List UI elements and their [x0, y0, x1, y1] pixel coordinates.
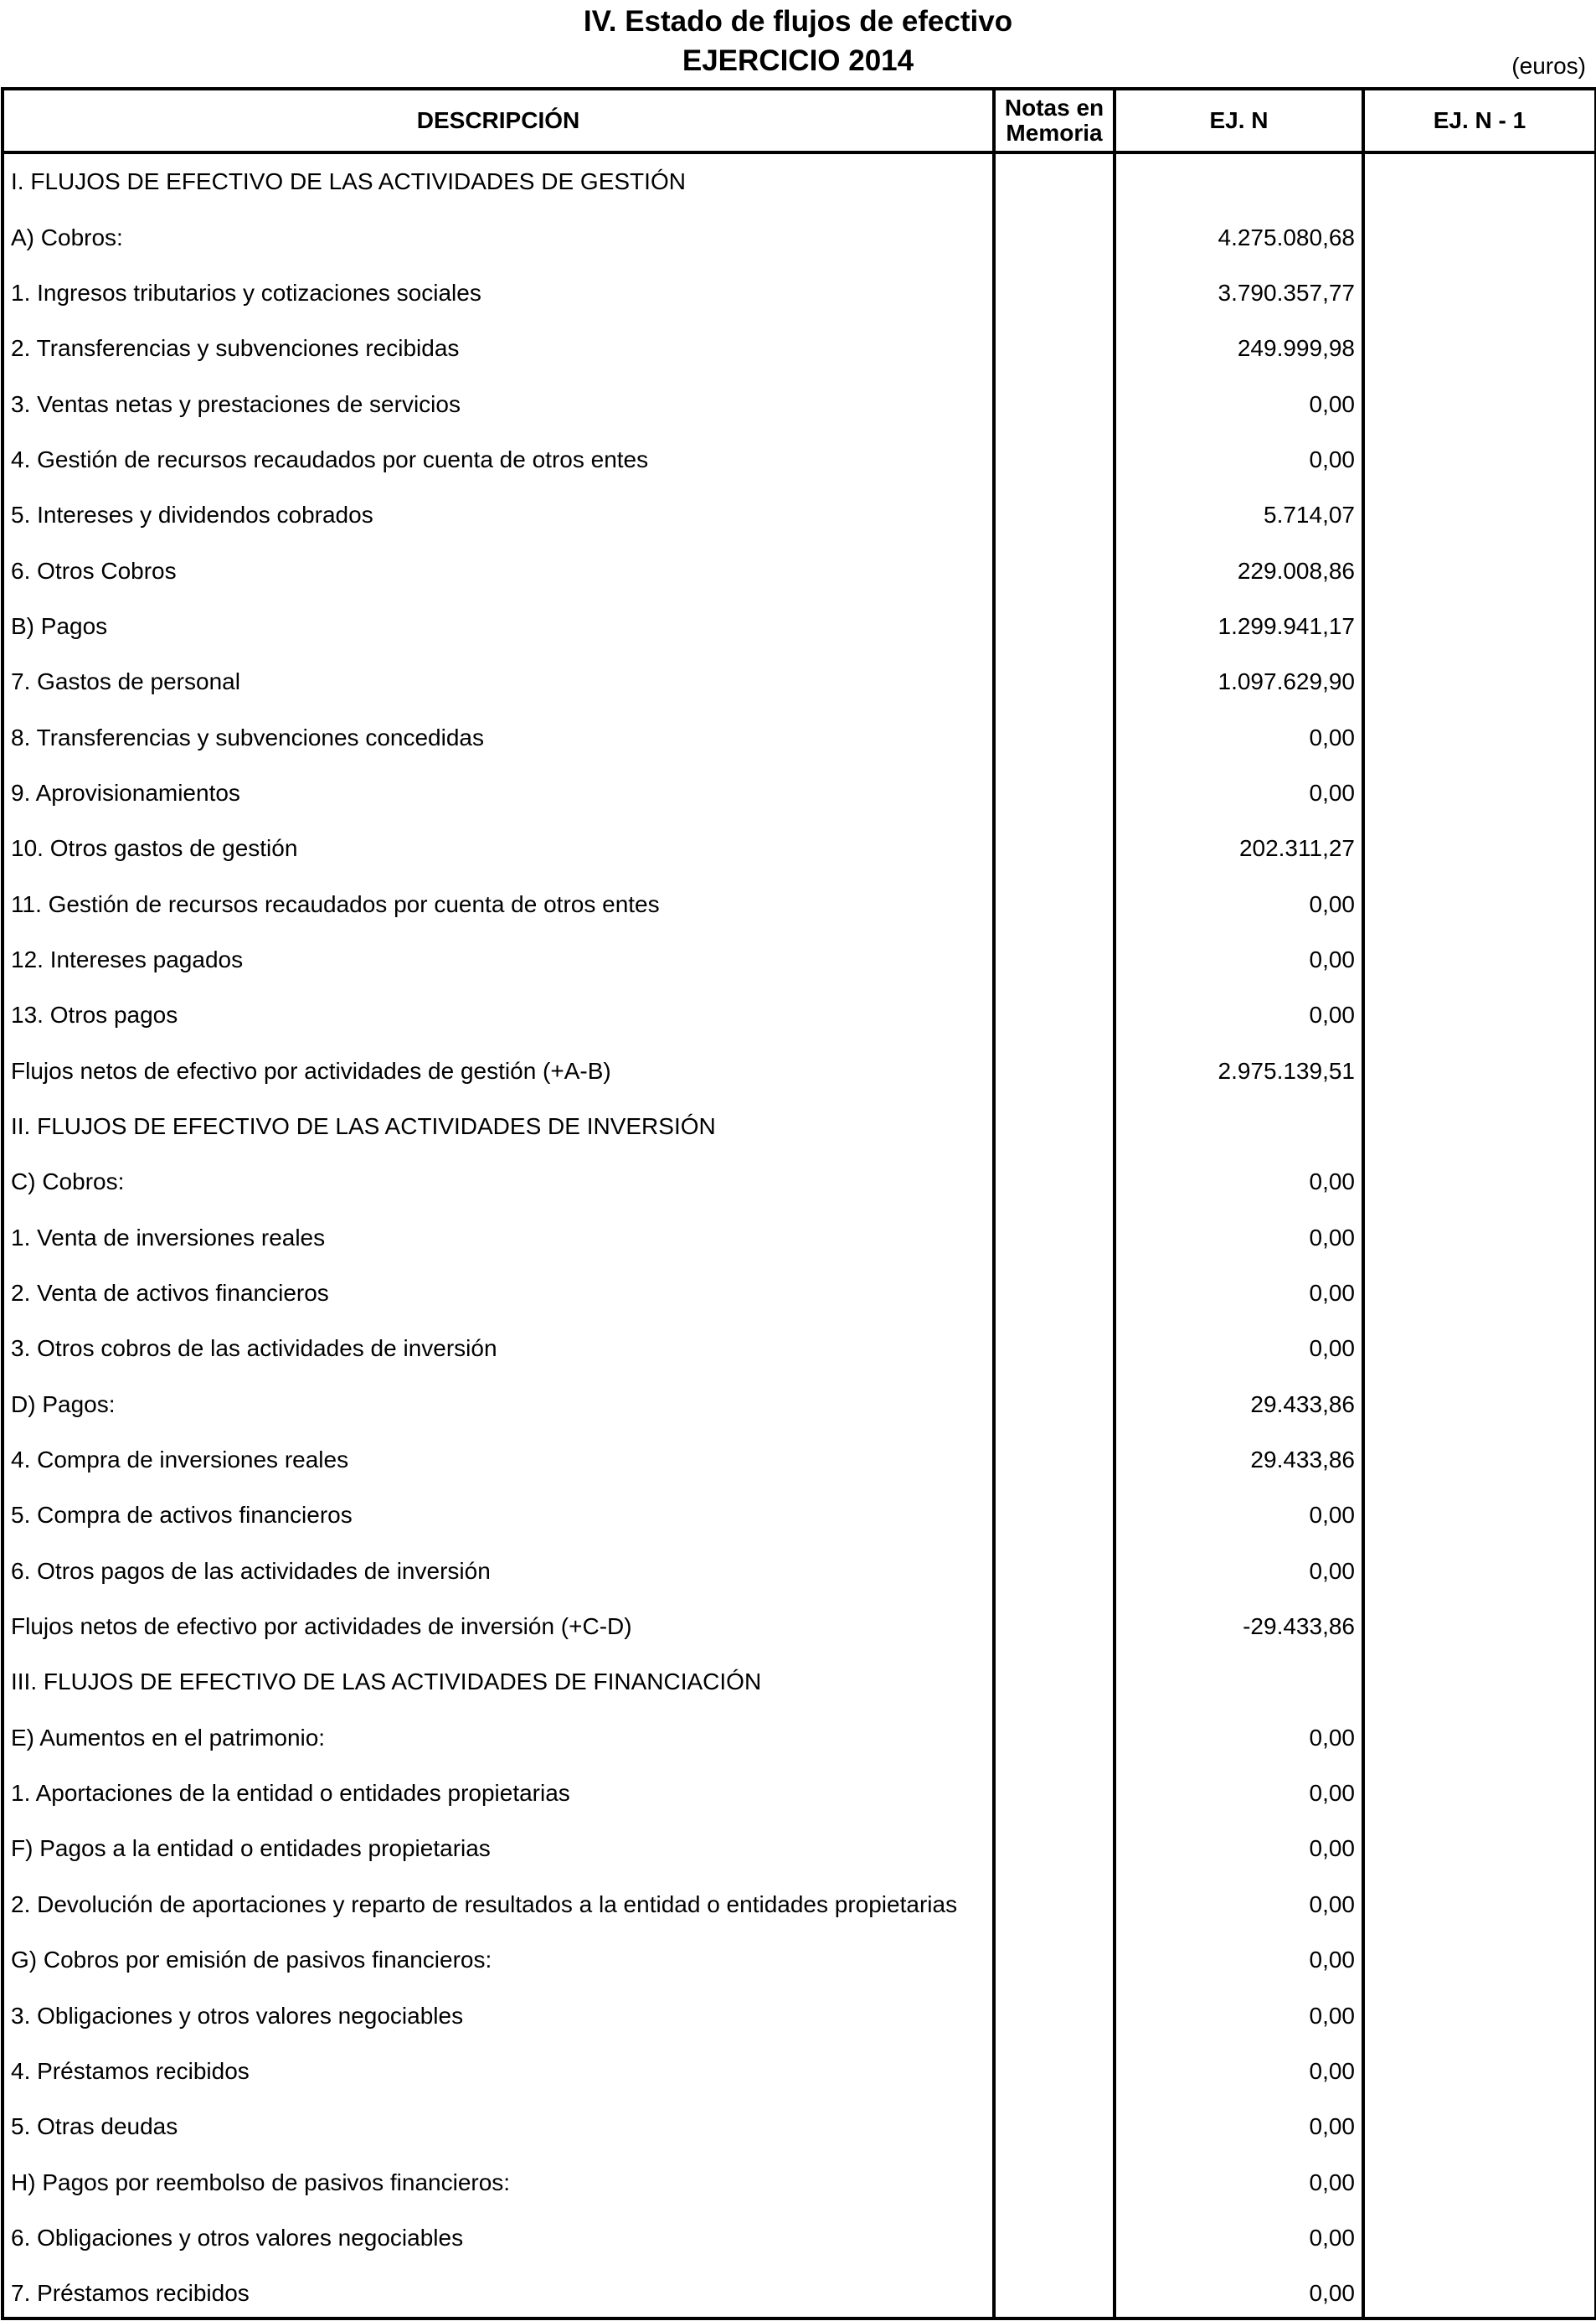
row-value-ej-n: 0,00 — [1309, 2280, 1355, 2307]
row-description: 2. Transferencias y subvenciones recibidas — [11, 335, 460, 362]
column-header-descripcion: DESCRIPCIÓN — [416, 107, 580, 133]
table-row — [4, 821, 1594, 876]
row-description: 7. Préstamos recibidos — [11, 2280, 250, 2307]
row-description: 5. Intereses y dividendos cobrados — [11, 502, 373, 529]
row-value-ej-n: 0,00 — [1309, 2169, 1355, 2195]
row-description: 6. Otros Cobros — [11, 557, 177, 584]
row-description: 4. Gestión de recursos recaudados por cuenta de otros entes — [11, 446, 649, 472]
document-subtitle: EJERCICIO 2014 — [682, 44, 914, 77]
table-row — [4, 543, 1594, 598]
column-header-ej-n-1: EJ. N - 1 — [1433, 107, 1526, 133]
table-row — [4, 709, 1594, 765]
row-description: 13. Otros pagos — [11, 1002, 178, 1029]
row-value-ej-n: 249.999,98 — [1237, 335, 1355, 362]
table-row — [4, 2099, 1594, 2154]
row-description: G) Cobros por emisión de pasivos financieros: — [11, 1947, 492, 1973]
table-row — [4, 1377, 1594, 1432]
table-row — [4, 1432, 1594, 1488]
table-row — [4, 988, 1594, 1043]
row-value-ej-n: 0,00 — [1309, 1280, 1355, 1307]
row-description: B) Pagos — [11, 612, 108, 639]
table-row — [4, 2266, 1594, 2321]
row-description: 8. Transferencias y subvenciones concedidas — [11, 724, 484, 750]
table-row — [4, 1821, 1594, 1876]
row-description: 1. Venta de inversiones reales — [11, 1224, 326, 1251]
row-value-ej-n: 1.299.941,17 — [1218, 612, 1355, 639]
row-description: 1. Aportaciones de la entidad o entidades propietarias — [11, 1780, 570, 1807]
row-description: C) Cobros: — [11, 1168, 125, 1195]
row-description: 3. Otros cobros de las actividades de inversión — [11, 1335, 497, 1362]
row-value-ej-n: 0,00 — [1309, 446, 1355, 472]
row-description: 2. Venta de activos financieros — [11, 1280, 329, 1307]
row-value-ej-n — [1116, 154, 1355, 209]
table-row — [4, 1932, 1594, 1988]
table-row — [4, 321, 1594, 376]
units-label: (euros) — [1511, 53, 1586, 79]
row-value-ej-n: 0,00 — [1309, 1224, 1355, 1251]
column-header-ej-n: EJ. N — [1209, 107, 1269, 133]
table-row — [4, 2210, 1594, 2266]
table-row — [4, 1210, 1594, 1266]
row-value-ej-n — [1116, 1654, 1355, 1710]
table-body — [4, 154, 1594, 2321]
row-value-ej-n: 0,00 — [1309, 1002, 1355, 1029]
row-value-ej-n: 0,00 — [1309, 1947, 1355, 1973]
table-row — [4, 1099, 1594, 1154]
table-row — [4, 376, 1594, 431]
column-header-notas-line1: Notas en — [1004, 95, 1104, 121]
row-value-ej-n: 0,00 — [1309, 1724, 1355, 1751]
row-description: E) Aumentos en el patrimonio: — [11, 1724, 326, 1751]
row-description: D) Pagos: — [11, 1390, 116, 1417]
table-row — [4, 2044, 1594, 2099]
row-description: I. FLUJOS DE EFECTIVO DE LAS ACTIVIDADES DE GESTIÓN — [11, 168, 686, 195]
row-description: 1. Ingresos tributarios y cotizaciones sociales — [11, 279, 481, 306]
table-row — [4, 2154, 1594, 2210]
row-value-ej-n: 0,00 — [1309, 2113, 1355, 2140]
row-value-ej-n: 0,00 — [1309, 1835, 1355, 1862]
table-row — [4, 266, 1594, 321]
table-row — [4, 1654, 1594, 1710]
row-value-ej-n: 4.275.080,68 — [1218, 224, 1355, 250]
row-value-ej-n: 1.097.629,90 — [1218, 668, 1355, 695]
row-description: A) Cobros: — [11, 224, 123, 250]
row-description: 7. Gastos de personal — [11, 668, 240, 695]
table-row — [4, 1710, 1594, 1766]
document-title: IV. Estado de flujos de efectivo — [583, 5, 1013, 38]
row-value-ej-n: 29.433,86 — [1250, 1447, 1355, 1473]
row-value-ej-n: 5.714,07 — [1264, 502, 1355, 529]
table-row — [4, 432, 1594, 487]
row-value-ej-n: 0,00 — [1309, 779, 1355, 806]
row-description: 9. Aprovisionamientos — [11, 779, 240, 806]
column-header-notas — [996, 90, 1113, 151]
table-row — [4, 1988, 1594, 2043]
row-value-ej-n: 0,00 — [1309, 2224, 1355, 2251]
row-description: F) Pagos a la entidad o entidades propietarias — [11, 1835, 491, 1862]
row-description: 4. Compra de inversiones reales — [11, 1447, 349, 1473]
row-description: Flujos netos de efectivo por actividades de gestión (+A-B) — [11, 1057, 611, 1084]
table-row — [4, 1877, 1594, 1932]
column-header-notas-line2: Memoria — [1006, 120, 1103, 146]
row-value-ej-n: 2.975.139,51 — [1218, 1057, 1355, 1084]
row-description: 3. Ventas netas y prestaciones de servicios — [11, 390, 461, 417]
table-row — [4, 1154, 1594, 1209]
row-description: 5. Compra de activos financieros — [11, 1502, 353, 1529]
row-value-ej-n: 0,00 — [1309, 2057, 1355, 2084]
table-row — [4, 1766, 1594, 1821]
row-value-ej-n: 0,00 — [1309, 2002, 1355, 2029]
row-value-ej-n: 0,00 — [1309, 1890, 1355, 1917]
row-value-ej-n: -29.433,86 — [1243, 1613, 1355, 1640]
row-value-ej-n: 0,00 — [1309, 390, 1355, 417]
row-description: Flujos netos de efectivo por actividades de inversión (+C-D) — [11, 1613, 632, 1640]
row-value-ej-n: 0,00 — [1309, 1780, 1355, 1807]
row-description: 10. Otros gastos de gestión — [11, 835, 298, 862]
table-row — [4, 1321, 1594, 1376]
row-description: 11. Gestión de recursos recaudados por cuenta de otros entes — [11, 890, 660, 917]
table-row — [4, 1266, 1594, 1321]
row-value-ej-n: 0,00 — [1309, 1168, 1355, 1195]
row-description: H) Pagos por reembolso de pasivos financieros: — [11, 2169, 511, 2195]
row-description: 2. Devolución de aportaciones y reparto de resultados a la entidad o entidades propietarias — [11, 1890, 958, 1917]
table-row — [4, 1599, 1594, 1654]
row-description: II. FLUJOS DE EFECTIVO DE LAS ACTIVIDADES DE INVERSIÓN — [11, 1113, 716, 1140]
row-value-ej-n: 229.008,86 — [1237, 557, 1355, 584]
table-row — [4, 599, 1594, 654]
table-row — [4, 1044, 1594, 1099]
row-description: 4. Préstamos recibidos — [11, 2057, 250, 2084]
row-value-ej-n: 0,00 — [1309, 724, 1355, 750]
table-row — [4, 487, 1594, 543]
table-row — [4, 876, 1594, 931]
table-row — [4, 654, 1594, 709]
table-row — [4, 209, 1594, 265]
row-value-ej-n: 0,00 — [1309, 1502, 1355, 1529]
row-description: 3. Obligaciones y otros valores negociables — [11, 2002, 464, 2029]
row-value-ej-n — [1116, 1099, 1355, 1154]
table-row — [4, 1544, 1594, 1599]
row-description: 6. Otros pagos de las actividades de inversión — [11, 1557, 491, 1584]
row-value-ej-n: 3.790.357,77 — [1218, 279, 1355, 306]
table-row — [4, 154, 1594, 209]
cash-flow-table — [1, 87, 1596, 2320]
row-value-ej-n: 0,00 — [1309, 1557, 1355, 1584]
row-value-ej-n: 202.311,27 — [1238, 835, 1355, 862]
row-description: 6. Obligaciones y otros valores negociables — [11, 2224, 464, 2251]
row-description: 12. Intereses pagados — [11, 946, 244, 972]
table-row — [4, 1488, 1594, 1543]
row-value-ej-n: 0,00 — [1309, 1335, 1355, 1362]
table-row — [4, 932, 1594, 988]
row-value-ej-n: 0,00 — [1309, 946, 1355, 972]
row-description: 5. Otras deudas — [11, 2113, 178, 2140]
row-value-ej-n: 29.433,86 — [1250, 1390, 1355, 1417]
row-description: III. FLUJOS DE EFECTIVO DE LAS ACTIVIDADES DE FINANCIACIÓN — [11, 1669, 762, 1695]
table-row — [4, 766, 1594, 821]
row-value-ej-n: 0,00 — [1309, 890, 1355, 917]
